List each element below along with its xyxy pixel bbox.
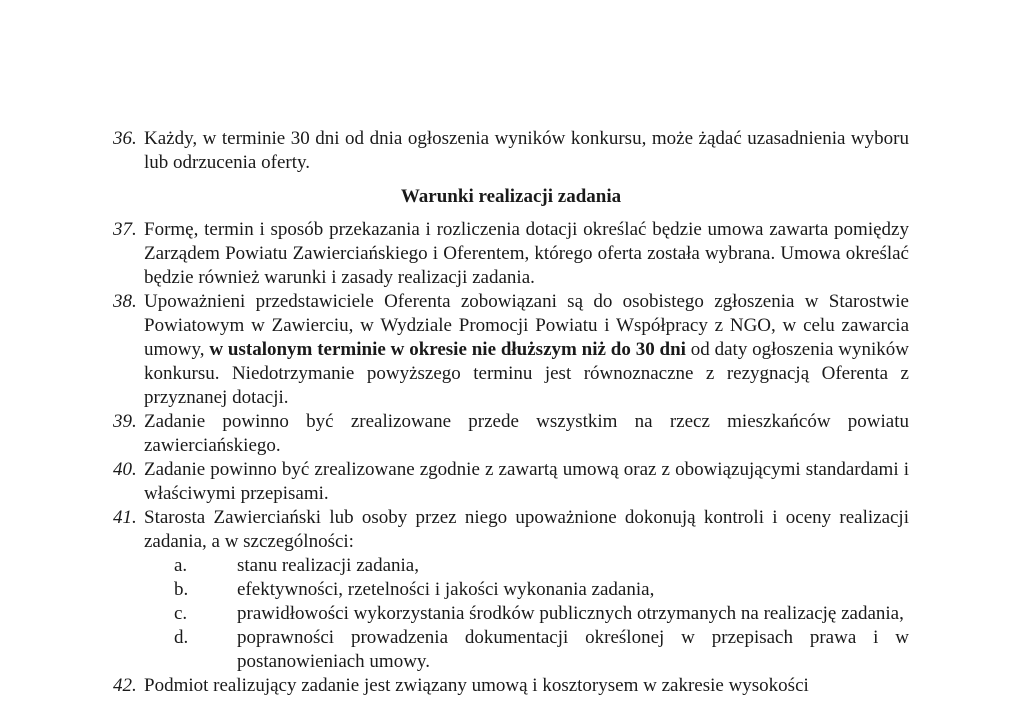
subitem-text: efektywności, rzetelności i jakości wykonania zadania, <box>237 579 655 600</box>
paragraph-36 <box>113 127 909 175</box>
paragraph-text-part: Upoważnieni przedstawiciele Oferenta zobowiązani są do osobistego zgłoszenia w Starostwie Powiatowym w Zawierciu, w Wydziale Promocji Powiatu i Współpracy z NGO, w celu zawarcia umowy, <box>144 291 909 360</box>
subitem-text: poprawności prowadzenia dokumentacji określonej w przepisach prawa i w postanowieniach umowy. <box>237 627 909 672</box>
paragraph-41 <box>113 506 909 554</box>
paragraph-text: Formę, termin i sposób przekazania i rozliczenia dotacji określać będzie umowa zawarta pomiędzy Zarządem Powiatu Zawierciańskiego i Oferentem, którego oferta została wybrana. Umowa określać będzie również warunki i zasady realizacji zadania. <box>144 219 909 288</box>
subitem-letter: b. <box>174 579 189 600</box>
subitem-text: stanu realizacji zadania, <box>237 555 419 576</box>
paragraph-38 <box>113 290 909 410</box>
paragraph-text-bold: w ustalonym terminie w okresie nie dłuższym niż do 30 dni <box>209 339 686 360</box>
paragraph-number: 37. <box>113 219 137 240</box>
subitem-c <box>144 602 909 626</box>
document-content <box>113 127 909 698</box>
paragraph-39 <box>113 410 909 458</box>
paragraph-text-part: od daty ogłoszenia wyników konkursu. Niedotrzymanie powyższego terminu jest równoznaczne z rezygnacją Oferenta z przyznanej dotacji. <box>144 339 909 408</box>
paragraph-text: Starosta Zawierciański lub osoby przez niego upoważnione dokonują kontroli i oceny realizacji zadania, a w szczególności: <box>144 507 909 552</box>
paragraph-number: 38. <box>113 291 137 312</box>
paragraph-text: Zadanie powinno być zrealizowane przede wszystkim na rzecz mieszkańców powiatu zawierciańskiego. <box>144 411 909 456</box>
paragraph-text: Zadanie powinno być zrealizowane zgodnie z zawartą umową oraz z obowiązującymi standardami i właściwymi przepisami. <box>144 459 909 504</box>
paragraph-number: 41. <box>113 507 137 528</box>
paragraph-text <box>144 290 909 410</box>
paragraph-42 <box>113 674 909 698</box>
section-heading: Warunki realizacji zadania <box>400 186 622 207</box>
paragraph-40 <box>113 458 909 506</box>
paragraph-number: 36. <box>113 128 137 149</box>
subitem-letter: d. <box>174 627 189 648</box>
subitem-letter: c. <box>174 603 188 624</box>
paragraph-text: Każdy, w terminie 30 dni od dnia ogłoszenia wyników konkursu, może żądać uzasadnienia wyboru lub odrzucenia oferty. <box>144 128 909 173</box>
subitem-a <box>144 554 909 578</box>
subitem-b <box>144 578 909 602</box>
paragraph-number: 40. <box>113 459 137 480</box>
subitem-text: prawidłowości wykorzystania środków publicznych otrzymanych na realizację zadania, <box>237 603 904 624</box>
subitem-d <box>144 626 909 674</box>
paragraph-number: 39. <box>113 411 137 432</box>
subitem-letter: a. <box>174 555 188 576</box>
paragraph-text: Podmiot realizujący zadanie jest związany umową i kosztorysem w zakresie wysokości <box>144 675 809 696</box>
paragraph-number: 42. <box>113 675 137 696</box>
paragraph-37 <box>113 218 909 290</box>
